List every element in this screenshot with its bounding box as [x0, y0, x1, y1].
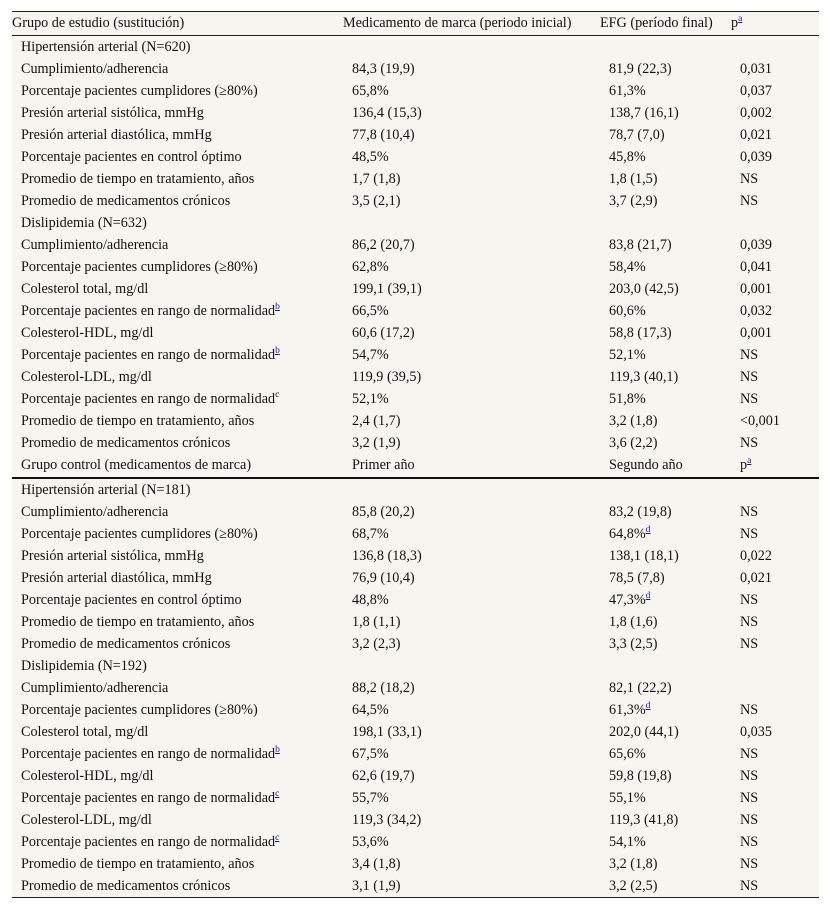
row-value-final: 82,1 (22,2): [609, 680, 672, 696]
row-value-initial: 85,8 (20,2): [352, 504, 415, 520]
table-row: [12, 410, 819, 432]
row-label: Presión arterial diastólica, mmHg: [21, 570, 212, 586]
row-value-final: 55,1%: [609, 790, 646, 806]
table-row: [12, 278, 819, 300]
row-value-initial: 2,4 (1,7): [352, 413, 401, 429]
row-value-final: 3,2 (1,8): [609, 856, 658, 872]
table-row: [12, 501, 819, 523]
row-p-value: 0,035: [740, 724, 772, 740]
row-value-initial: 3,4 (1,8): [352, 856, 401, 872]
row-p-value: NS: [740, 614, 759, 630]
row-p-value: NS: [740, 812, 759, 828]
table-row: [12, 344, 819, 366]
row-label: Cumplimiento/adherencia: [21, 504, 169, 520]
row-value-final: 47,3%$^d$: [609, 591, 651, 608]
row-value-final: 202,0 (44,1): [609, 724, 679, 740]
row-p-value: NS: [740, 391, 759, 407]
row-value-final: 83,8 (21,7): [609, 237, 672, 253]
row-p-value: NS: [740, 746, 759, 762]
row-p-value: NS: [740, 592, 759, 608]
row-p-value: 0,002: [740, 105, 772, 121]
row-label: Porcentaje pacientes cumplidores (≥80%): [21, 526, 258, 542]
row-label: Promedio de medicamentos crónicos: [21, 878, 231, 894]
table-row: [12, 853, 819, 875]
table-header: [12, 12, 819, 36]
footnote-link[interactable]: b: [275, 302, 280, 312]
row-label: Porcentaje pacientes en rango de normalidad$^b$: [21, 745, 280, 762]
row-value-final: 3,6 (2,2): [609, 435, 658, 451]
table-row: [12, 699, 819, 721]
row-value-final: 60,6%: [609, 303, 646, 319]
row-value-initial: 48,5%: [352, 149, 389, 165]
row-p-value: <0,001: [740, 413, 780, 429]
header-brand-drug: Medicamento de marca (periodo inicial): [343, 15, 572, 31]
row-value-final: 3,3 (2,5): [609, 636, 658, 652]
row-label: Dislipidemia (N=632): [21, 215, 147, 231]
footnote-link[interactable]: b: [275, 346, 280, 356]
table-row: [12, 677, 819, 699]
row-p-value: 0,021: [740, 127, 772, 143]
row-value-initial: 84,3 (19,9): [352, 61, 415, 77]
table-row: [12, 102, 819, 124]
footnote-link[interactable]: c: [275, 833, 280, 843]
row-label: Promedio de tiempo en tratamiento, años: [21, 413, 255, 429]
table-row: [12, 212, 819, 234]
row-value-initial: 3,2 (2,3): [352, 636, 401, 652]
row-value-final: 61,3%: [609, 83, 646, 99]
table-body: [12, 36, 819, 897]
table-row: [12, 611, 819, 633]
row-label: Presión arterial sistólica, mmHg: [21, 548, 204, 564]
row-value-initial: 54,7%: [352, 347, 389, 363]
row-value-final: 119,3 (40,1): [609, 369, 679, 385]
table-row: [12, 523, 819, 545]
row-label: Porcentaje pacientes en rango de normalidad$^b$: [21, 302, 280, 319]
row-label: Colesterol-LDL, mg/dl: [21, 812, 152, 828]
row-label: Cumplimiento/adherencia: [21, 680, 169, 696]
table-row: [12, 36, 819, 58]
row-value-initial: 77,8 (10,4): [352, 127, 415, 143]
row-value-final: 51,8%: [609, 391, 646, 407]
table-row: [12, 256, 819, 278]
row-value-initial: 136,4 (15,3): [352, 105, 422, 121]
row-value-initial: 48,8%: [352, 592, 389, 608]
table-row: [12, 432, 819, 454]
table-row: [12, 831, 819, 853]
table-row: [12, 875, 819, 897]
row-p-value: NS: [740, 435, 759, 451]
row-p-value: NS: [740, 790, 759, 806]
row-label: Colesterol-HDL, mg/dl: [21, 768, 154, 784]
table-row: [12, 190, 819, 212]
row-p-value: 0,001: [740, 325, 772, 341]
row-label: Promedio de medicamentos crónicos: [21, 435, 231, 451]
row-value-final: 58,8 (17,3): [609, 325, 672, 341]
row-value-final: 1,8 (1,5): [609, 171, 658, 187]
row-value-initial: 66,5%: [352, 303, 389, 319]
row-value-final: 3,2 (1,8): [609, 413, 658, 429]
row-value-initial: 68,7%: [352, 526, 389, 542]
table-row: [12, 366, 819, 388]
row-label: Porcentaje pacientes en control óptimo: [21, 592, 242, 608]
table-row: [12, 58, 819, 80]
row-label: Promedio de tiempo en tratamiento, años: [21, 171, 255, 187]
row-p-value: NS: [740, 636, 759, 652]
row-p-value: 0,001: [740, 281, 772, 297]
row-value-final: 54,1%: [609, 834, 646, 850]
table-row: [12, 787, 819, 809]
footnote-link[interactable]: d: [645, 525, 651, 535]
row-value-initial: 65,8%: [352, 83, 389, 99]
footnote-link[interactable]: a: [738, 14, 743, 24]
row-value-initial: 62,6 (19,7): [352, 768, 415, 784]
row-value-final: 78,7 (7,0): [609, 127, 665, 143]
row-value-final: 59,8 (19,8): [609, 768, 672, 784]
row-p-value: 0,032: [740, 303, 772, 319]
row-value-final: 83,2 (19,8): [609, 504, 672, 520]
row-value-final: 138,1 (18,1): [609, 548, 679, 564]
table-row: [12, 234, 819, 256]
row-p-value: 0,022: [740, 548, 772, 564]
row-label: Colesterol-LDL, mg/dl: [21, 369, 152, 385]
row-label: Promedio de medicamentos crónicos: [21, 636, 231, 652]
footnote-link[interactable]: d: [645, 701, 651, 711]
table-row: [12, 545, 819, 567]
row-p-value: 0,041: [740, 259, 772, 275]
row-label: Porcentaje pacientes cumplidores (≥80%): [21, 259, 258, 275]
row-p-value: NS: [740, 702, 759, 718]
table-row: [12, 721, 819, 743]
row-value-initial: 1,8 (1,1): [352, 614, 401, 630]
row-label: Colesterol total, mg/dl: [21, 724, 149, 740]
row-label: Porcentaje pacientes en rango de normalidad$^c$: [21, 789, 280, 806]
footnote-link[interactable]: a: [747, 456, 752, 466]
row-p-value: NS: [740, 856, 759, 872]
control-group-header: [12, 454, 819, 479]
row-label: Promedio de medicamentos crónicos: [21, 193, 231, 209]
row-p-value: NS: [740, 347, 759, 363]
row-p-value: 0,037: [740, 83, 772, 99]
row-label: Porcentaje pacientes en rango de normalidad$^c$: [21, 833, 280, 850]
row-label: Promedio de tiempo en tratamiento, años: [21, 856, 255, 872]
row-value-final: 65,6%: [609, 746, 646, 762]
row-value-final: 138,7 (16,1): [609, 105, 679, 121]
table-row: [12, 655, 819, 677]
row-label: Hipertensión arterial (N=620): [21, 39, 191, 55]
row-value-initial: 64,5%: [352, 702, 389, 718]
row-label: Cumplimiento/adherencia: [21, 61, 169, 77]
row-label: Porcentaje pacientes en rango de normalidad$^b$: [21, 346, 280, 363]
row-label: Porcentaje pacientes en rango de normalidad$^c$: [21, 390, 280, 407]
footnote-link[interactable]: d: [645, 591, 651, 601]
row-value-initial: 53,6%: [352, 834, 389, 850]
header-efg: EFG (período final): [600, 15, 713, 31]
table-row: [12, 124, 819, 146]
row-label: Colesterol-HDL, mg/dl: [21, 325, 154, 341]
row-p-value: NS: [740, 193, 759, 209]
row-value-final: 52,1%: [609, 347, 646, 363]
row-p-value: 0,039: [740, 149, 772, 165]
row-label: Presión arterial diastólica, mmHg: [21, 127, 212, 143]
row-value-initial: 1,7 (1,8): [352, 171, 401, 187]
row-value-final: 61,3%$^d$: [609, 701, 651, 718]
table-row: [12, 765, 819, 787]
table-row: [12, 80, 819, 102]
table-row: [12, 633, 819, 655]
data-table: [12, 11, 819, 898]
footnote-link[interactable]: c: [275, 789, 280, 799]
row-value-initial: 136,8 (18,3): [352, 548, 422, 564]
row-value-initial: 86,2 (20,7): [352, 237, 415, 253]
row-label: Porcentaje pacientes cumplidores (≥80%): [21, 83, 258, 99]
row-value-initial: 119,9 (39,5): [352, 369, 422, 385]
row-label: Presión arterial sistólica, mmHg: [21, 105, 204, 121]
row-value-final: 45,8%: [609, 149, 646, 165]
table-row: [12, 300, 819, 322]
row-label: Porcentaje pacientes cumplidores (≥80%): [21, 702, 258, 718]
row-label: Colesterol total, mg/dl: [21, 281, 149, 297]
table-row: [12, 743, 819, 765]
row-value-final: 3,2 (2,5): [609, 878, 658, 894]
row-label: Hipertensión arterial (N=181): [21, 482, 191, 498]
row-value-final: Segundo año: [609, 457, 683, 473]
row-p-value: NS: [740, 504, 759, 520]
table-row: [12, 146, 819, 168]
table-row: [12, 809, 819, 831]
table-row: [12, 322, 819, 344]
row-p-value: 0,021: [740, 570, 772, 586]
row-value-initial: 76,9 (10,4): [352, 570, 415, 586]
row-value-final: 3,7 (2,9): [609, 193, 658, 209]
row-p-value: NS: [740, 878, 759, 894]
row-value-initial: 55,7%: [352, 790, 389, 806]
row-p-value: p$^a$: [740, 456, 752, 473]
row-p-value: NS: [740, 834, 759, 850]
row-value-initial: 3,1 (1,9): [352, 878, 401, 894]
row-p-value: NS: [740, 526, 759, 542]
row-p-value: NS: [740, 369, 759, 385]
table-row: [12, 567, 819, 589]
row-value-initial: 88,2 (18,2): [352, 680, 415, 696]
row-value-initial: 67,5%: [352, 746, 389, 762]
row-p-value: NS: [740, 171, 759, 187]
row-p-value: 0,031: [740, 61, 772, 77]
header-study-group: Grupo de estudio (sustitución): [12, 15, 185, 31]
row-p-value: 0,039: [740, 237, 772, 253]
row-value-final: 78,5 (7,8): [609, 570, 665, 586]
row-label: Grupo control (medicamentos de marca): [21, 457, 252, 473]
row-value-final: 81,9 (22,3): [609, 61, 672, 77]
row-value-final: 1,8 (1,6): [609, 614, 658, 630]
row-value-final: 203,0 (42,5): [609, 281, 679, 297]
row-p-value: NS: [740, 768, 759, 784]
row-value-final: 64,8%$^d$: [609, 525, 651, 542]
row-value-initial: 62,8%: [352, 259, 389, 275]
row-value-initial: 199,1 (39,1): [352, 281, 422, 297]
row-value-initial: 119,3 (34,2): [352, 812, 422, 828]
row-value-initial: Primer año: [352, 457, 415, 473]
row-value-initial: 198,1 (33,1): [352, 724, 422, 740]
footnote-link[interactable]: b: [275, 745, 280, 755]
row-value-initial: 3,5 (2,1): [352, 193, 401, 209]
row-value-initial: 60,6 (17,2): [352, 325, 415, 341]
row-value-initial: 52,1%: [352, 391, 389, 407]
footnote-mark: c: [275, 390, 280, 400]
table-row: [12, 388, 819, 410]
row-label: Cumplimiento/adherencia: [21, 237, 169, 253]
table-row: [12, 168, 819, 190]
header-p: p$^a$: [731, 14, 743, 31]
row-label: Dislipidemia (N=192): [21, 658, 147, 674]
table-row: [12, 589, 819, 611]
row-label: Promedio de tiempo en tratamiento, años: [21, 614, 255, 630]
row-value-initial: 3,2 (1,9): [352, 435, 401, 451]
row-value-final: 58,4%: [609, 259, 646, 275]
table-row: [12, 479, 819, 501]
row-value-final: 119,3 (41,8): [609, 812, 679, 828]
row-label: Porcentaje pacientes en control óptimo: [21, 149, 242, 165]
